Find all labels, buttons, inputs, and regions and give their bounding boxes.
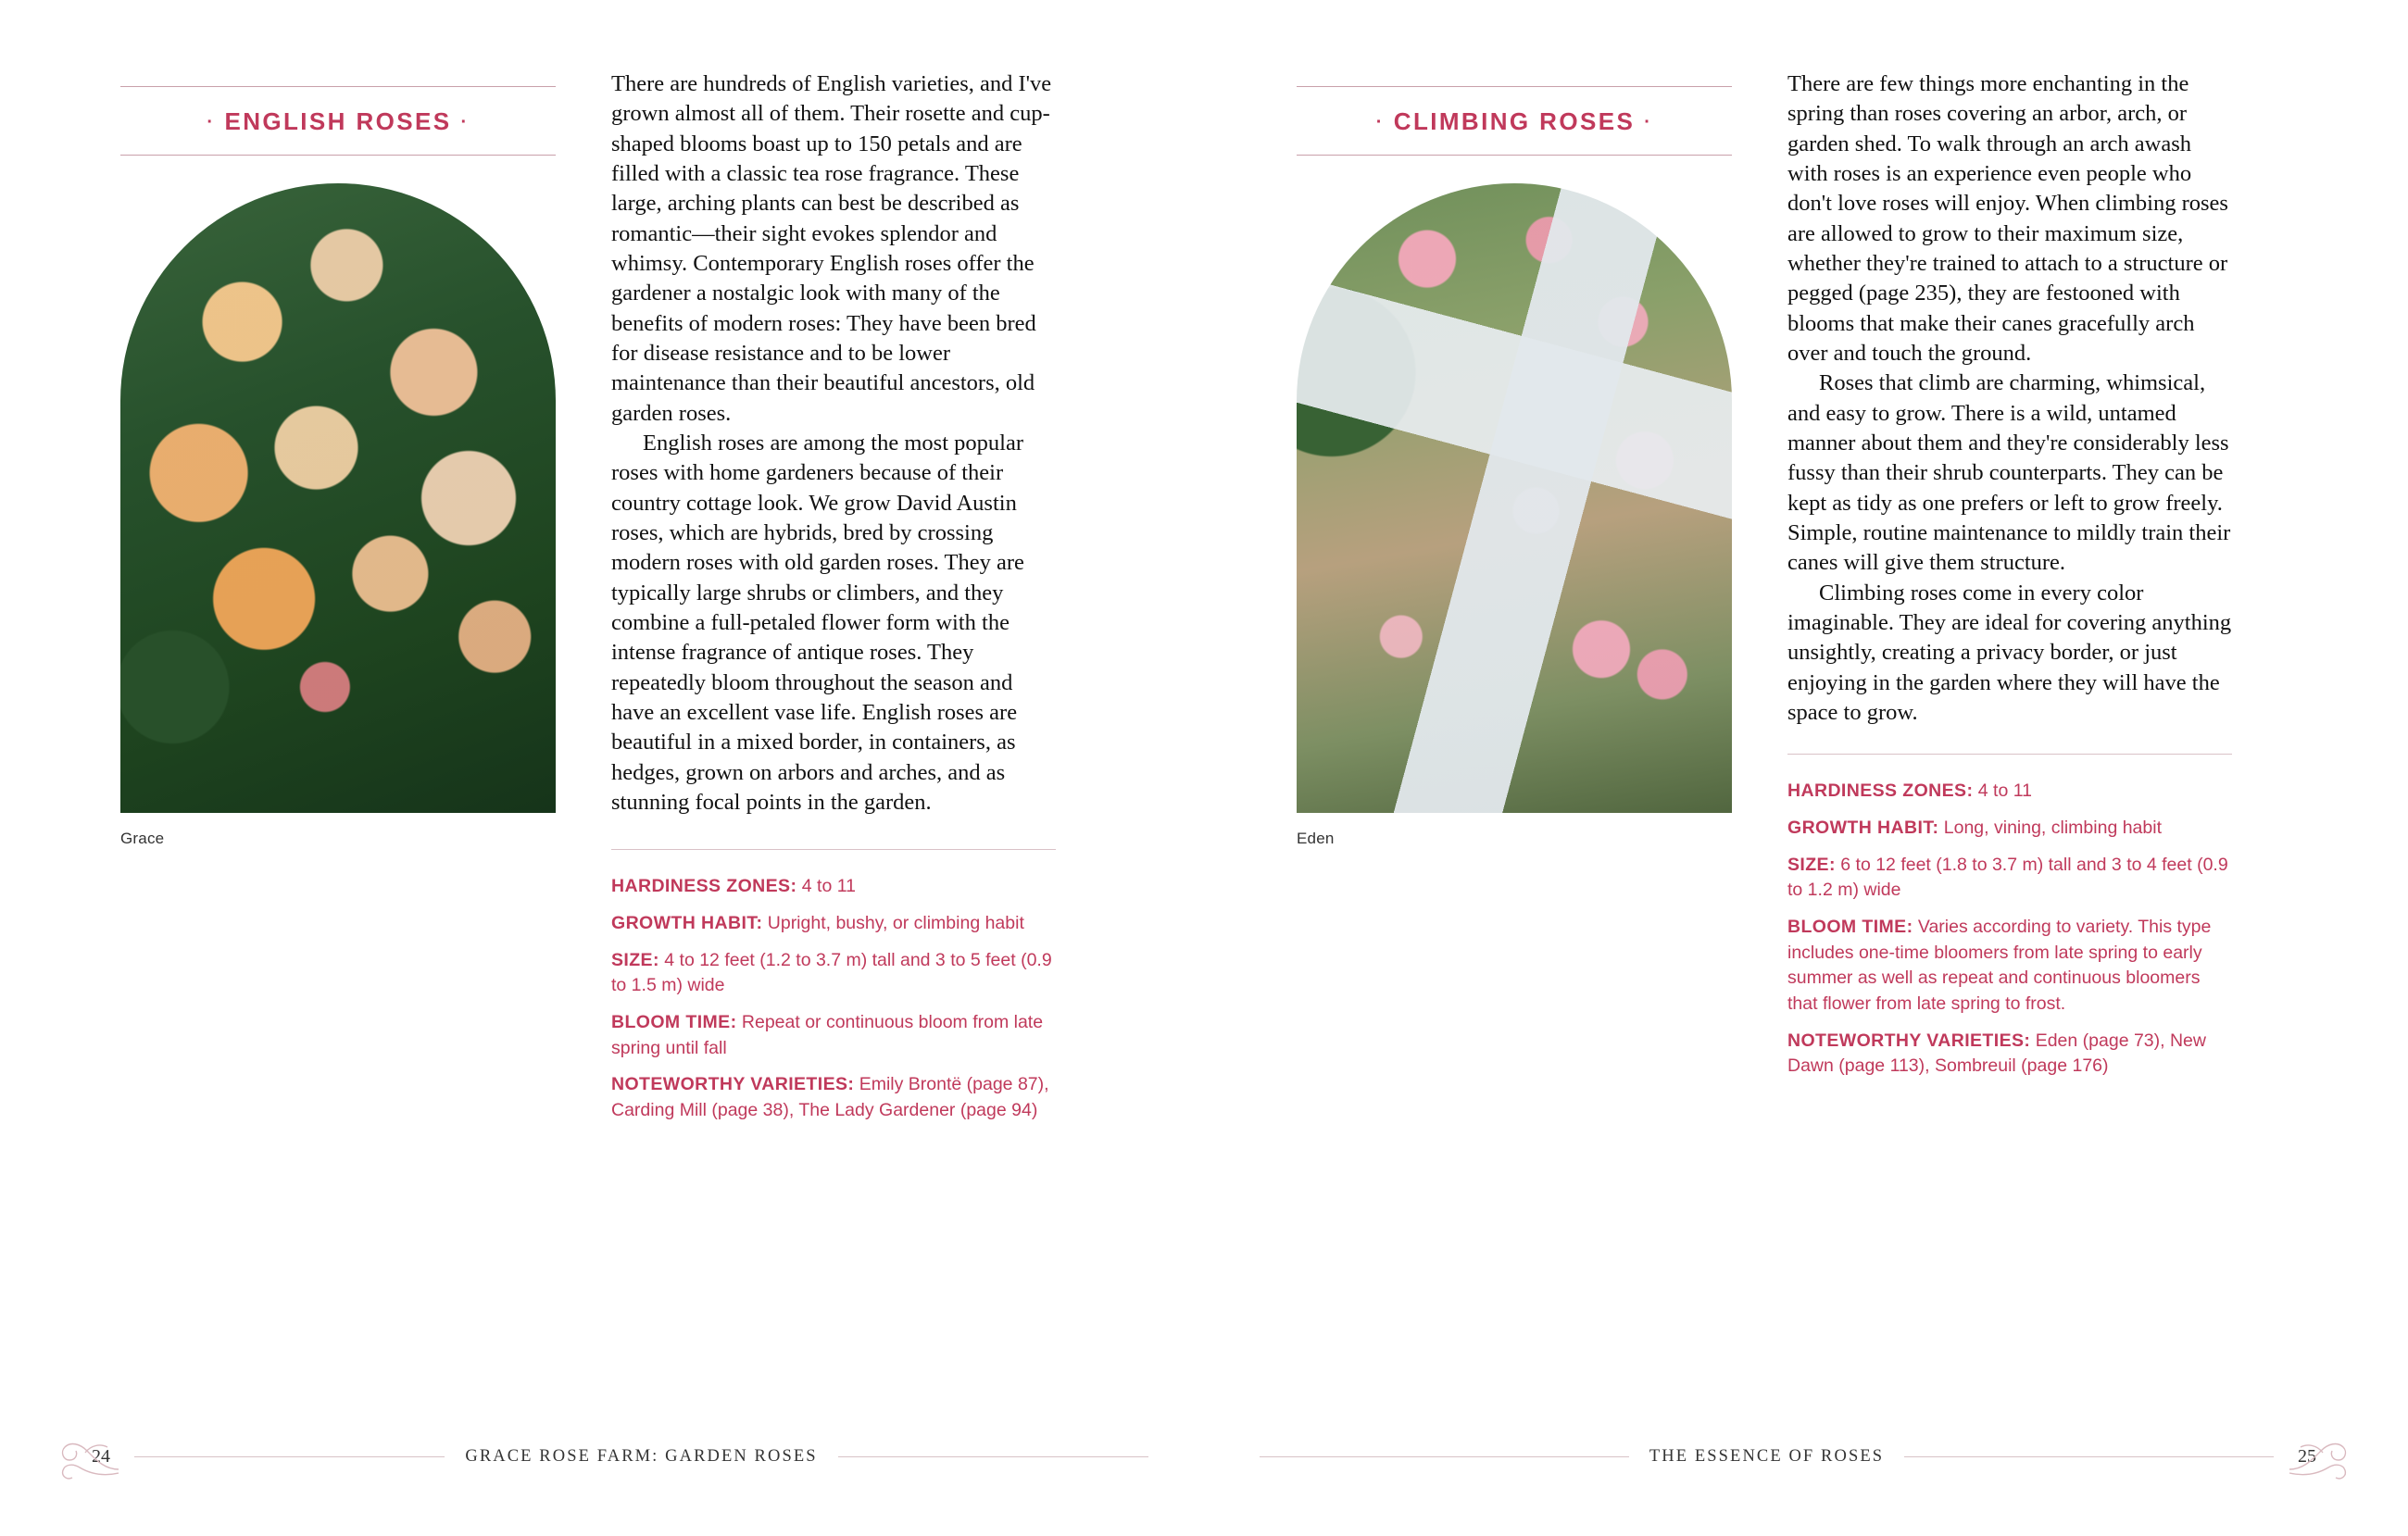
fact-label: GROWTH HABIT: [611, 912, 763, 933]
footer-rule-left [1260, 1456, 1629, 1457]
fact-hardiness-zones [1787, 779, 2232, 805]
fact-value: Eden (page 73), New Dawn (page 113), Sombreuil (page 176) [1787, 1030, 2206, 1077]
footer-rule-left [134, 1456, 445, 1457]
fact-label: HARDINESS ZONES: [611, 876, 797, 897]
fact-label: GROWTH HABIT: [1787, 817, 1939, 838]
footer-rule-right [838, 1456, 1148, 1457]
flourish-ornament-right [2286, 1432, 2351, 1488]
fact-value: Upright, bushy, or climbing habit [767, 912, 1024, 933]
right-photo-caption: Eden [1297, 830, 1335, 847]
left-page-footer [88, 1438, 1148, 1475]
right-page-footer [1260, 1438, 2320, 1475]
heading-rule-bottom [1297, 155, 1732, 156]
heading-rule-top [1297, 86, 1732, 87]
right-image-column [1297, 69, 1732, 1453]
left-page-number: 24 [92, 1445, 110, 1467]
fact-label: SIZE: [1787, 854, 1836, 875]
fact-value: 4 to 12 feet (1.2 to 3.7 m) tall and 3 to 5 feet (0.9 to 1.5 m) wide [611, 949, 1052, 996]
fact-label: NOTEWORTHY VARIETIES: [611, 1074, 855, 1095]
fact-label: HARDINESS ZONES: [1787, 780, 1974, 802]
left-text-column [611, 69, 1056, 1453]
heading-dot-left: · [1375, 112, 1385, 132]
heading-rule-bottom [120, 155, 556, 156]
fact-size [611, 948, 1056, 999]
fact-label: BLOOM TIME: [1787, 916, 1913, 937]
left-heading-label: ENGLISH ROSES [224, 107, 452, 135]
right-paragraph-1: There are few things more enchanting in the spring than roses covering an arbor, arch, or garden shed. To walk through an arch awash with roses is an experience even people who don't love roses will enjoy. When climbing roses are allowed to grow to their maximum size, whether they're trained to attach to a structure or pegged (page 235), they are festooned with blooms that make their canes gracefully arch over and touch the ground. [1787, 71, 2228, 366]
heading-dot-left: · [207, 112, 216, 132]
fact-value: Varies according to variety. This type includes one-time bloomers from late spring to early summer as well as repeat and continuous bloomers that flower from late spring to frost. [1787, 916, 2212, 1015]
left-image-column [120, 69, 556, 1453]
heading-dot-right: · [1644, 112, 1653, 132]
fact-value: 4 to 11 [801, 876, 856, 897]
flourish-ornament-left [57, 1432, 122, 1488]
heading-dot-right: · [460, 112, 470, 132]
fact-size [1787, 853, 2232, 904]
page-left-content [120, 69, 1116, 1453]
right-page-number: 25 [2298, 1445, 2316, 1467]
fact-value: 4 to 11 [1977, 780, 2032, 802]
fact-value: Long, vining, climbing habit [1943, 817, 2162, 838]
climbing-rose-eden-photo [1297, 183, 1732, 813]
fact-value: 6 to 12 feet (1.8 to 3.7 m) tall and 3 to 4 feet (0.9 to 1.2 m) wide [1787, 854, 2228, 901]
left-running-title: GRACE ROSE FARM: GARDEN ROSES [465, 1446, 818, 1466]
fact-bloom-time [1787, 915, 2232, 1018]
fact-label: NOTEWORTHY VARIETIES: [1787, 1030, 2031, 1051]
left-photo-caption: Grace [120, 830, 165, 847]
right-section-heading [1297, 69, 1732, 156]
heading-rule-top [120, 86, 556, 87]
fact-value: Emily Brontë (page 87), Carding Mill (page 38), The Lady Gardener (page 94) [611, 1074, 1049, 1121]
right-body-text [1787, 69, 2232, 728]
page-right [1204, 0, 2408, 1536]
page-right-content [1297, 69, 2292, 1453]
left-body-text [611, 69, 1056, 818]
left-fact-block [611, 849, 1056, 1124]
left-paragraph-2: English roses are among the most popular roses with home gardeners because of their country cottage look. We grow David Austin roses, which are hybrids, bred by crossing modern roses with old garden roses. They are typically large shrubs or climbers, and they combine a full-petaled flower form with the intense fragrance of antique roses. They repeatedly bloom throughout the season and have an excellent vase life. English roses are beautiful in a mixed border, in containers, as hedges, grown on arbors and arches, and as stunning focal points in the garden. [611, 430, 1024, 815]
fact-growth-habit [611, 911, 1056, 937]
right-heading-text [1297, 107, 1732, 136]
fact-bloom-time [611, 1010, 1056, 1061]
fact-growth-habit [1787, 816, 2232, 842]
right-running-title: THE ESSENCE OF ROSES [1649, 1446, 1885, 1466]
right-paragraph-2: Roses that climb are charming, whimsical, and easy to grow. There is a wild, untamed manner about them and they're considerably less fussy than their shrub counterparts. They can be kept as tidy as one prefers or left to grow freely. Simple, routine maintenance to mildly train their canes will give them structure. [1787, 370, 2231, 576]
left-paragraph-1: There are hundreds of English varieties, and I've grown almost all of them. Their rosette and cup-shaped blooms boast up to 150 petals and are filled with a classic tea rose fragrance. These large, arching plants can best be described as romantic—their sight evokes splendor and whimsy. Contemporary English roses offer the gardener a nostalgic look with many of the benefits of modern roses: They have been bred for disease resistance and to be lower maintenance than their beautiful ancestors, old garden roses. [611, 71, 1052, 426]
fact-noteworthy-varieties [1787, 1029, 2232, 1080]
footer-rule-right [1904, 1456, 2274, 1457]
right-text-column [1787, 69, 2232, 1453]
english-rose-grace-photo [120, 183, 556, 813]
right-fact-block [1787, 754, 2232, 1080]
fact-label: SIZE: [611, 949, 659, 970]
fact-value: Repeat or continuous bloom from late spring until fall [611, 1011, 1044, 1058]
left-section-heading [120, 69, 556, 156]
fact-noteworthy-varieties [611, 1072, 1056, 1123]
fact-hardiness-zones [611, 874, 1056, 900]
right-heading-label: CLIMBING ROSES [1393, 107, 1636, 135]
fact-label: BLOOM TIME: [611, 1011, 737, 1032]
left-heading-text [120, 107, 556, 136]
right-paragraph-3: Climbing roses come in every color imaginable. They are ideal for covering anything unsightly, creating a privacy border, or just enjoying in the garden where they will have the space to grow. [1787, 580, 2232, 725]
